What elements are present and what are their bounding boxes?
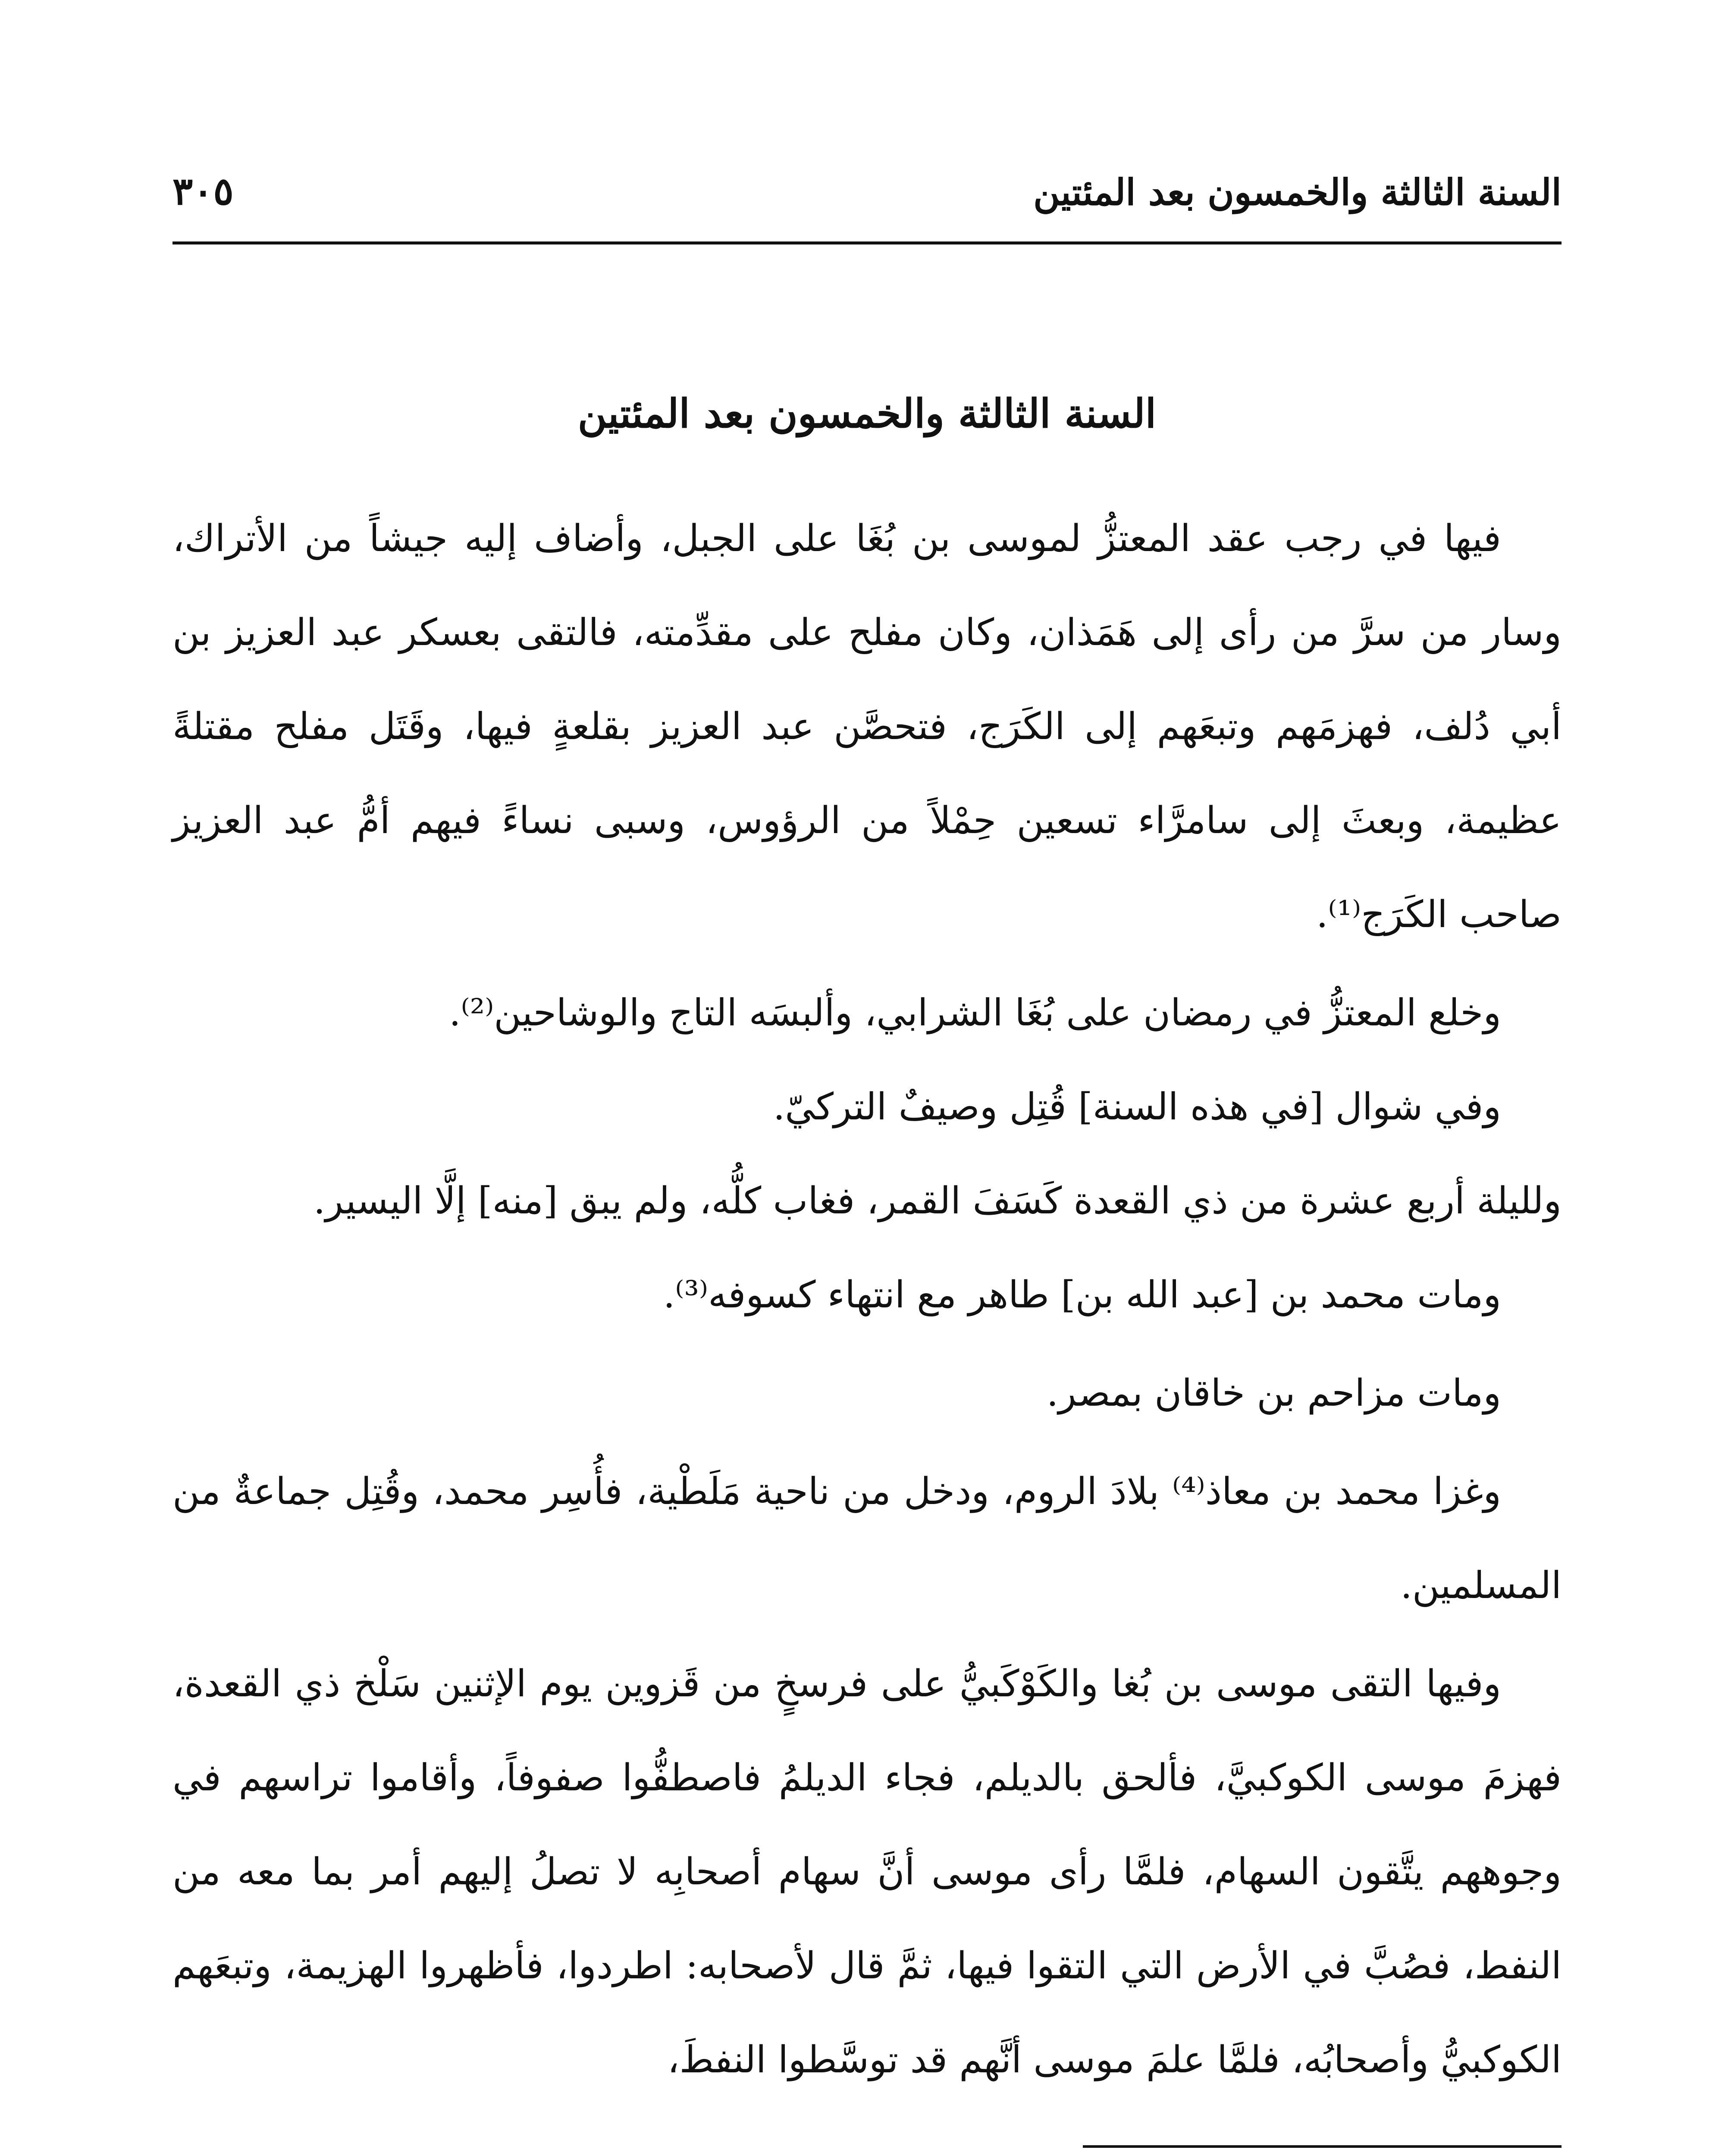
paragraph-qazwin-battle: وفيها التقى موسى بن بُغا والكَوْكَبيُّ على فرسخٍ من قَزوين يوم الإثنين سَلْخ ذي القعدة، فهزمَ موسى الكوكبيَّ، فألحق بالديلم، فجاء الديلمُ فاصطفُّوا صفوفاً، وأقاموا تراسهم في وجوههم يتَّقون السهام، فلمَّا رأى موسى أنَّ سهام أصحابِه لا تصلُ إليهم أمر بما معه من النفط، فصُبَّ في الأرض التي التقوا فيها، ثمَّ قال لأصحابه: اطردوا، فأظهروا الهزيمة، وتبعَهم الكوكبيُّ وأصحابُه، فلمَّا علمَ موسى أنَّهم قد توسَّطوا النفطَ، <box>172 1662 1562 2081</box>
paragraph-eclipse: ولليلة أربع عشرة من ذي القعدة كَسَفَ القمر، فغاب كلُّه، ولم يبق [منه] إلَّا اليسير. <box>313 1179 1562 1222</box>
paragraph-shawwal: وفي شوال [في هذه السنة] قُتِل وصيفٌ التركيّ. <box>773 1085 1501 1128</box>
paragraph-muzahim-death: ومات مزاحم بن خاقان بمصر. <box>1046 1372 1501 1415</box>
running-header <box>172 157 1562 213</box>
paragraph-rajab: فيها في رجب عقد المعتزُّ لموسى بن بُغَا على الجبل، وأضاف إليه جيشاً من الأتراك، وسار من سرَّ من رأى إلى هَمَذان، وكان مفلح على مقدِّمته، فالتقى بعسكر عبد العزيز بن أبي دُلف، فهزمَهم وتبعَهم إلى الكَرَج، فتحصَّن عبد العزيز بقلعةٍ فيها، وقَتَل مفلح مقتلةً عظيمة، وبعثَ إلى سامرَّاء تسعين حِمْلاً من الرؤوس، وسبى نساءً فيهم أمُّ عبد العزيز صاحب الكَرَج⁽¹⁾. <box>172 517 1562 936</box>
running-title: السنة الثالثة والخمسون بعد المئتين <box>1033 171 1562 213</box>
paragraph-ramadan: وخلع المعتزُّ في رمضان على بُغَا الشرابي، وألبسَه التاج والوشاحين⁽²⁾. <box>449 991 1501 1034</box>
paragraph-rum-raid: وغزا محمد بن معاذ⁽⁴⁾ بلادَ الروم، ودخل من ناحية مَلَطْية، فأُسِر محمد، وقُتِل جماعةٌ من المسلمين. <box>172 1470 1562 1607</box>
header-rule <box>172 241 1562 244</box>
footnote-rule <box>1083 2145 1562 2148</box>
page-number: ٣٠٥ <box>172 169 234 213</box>
paragraph-tahir-death: ومات محمد بن [عبد الله بن] طاهر مع انتهاء كسوفه⁽³⁾. <box>663 1273 1501 1316</box>
chapter-title: السنة الثالثة والخمسون بعد المئتين <box>577 390 1157 437</box>
body-text <box>172 492 1562 2107</box>
